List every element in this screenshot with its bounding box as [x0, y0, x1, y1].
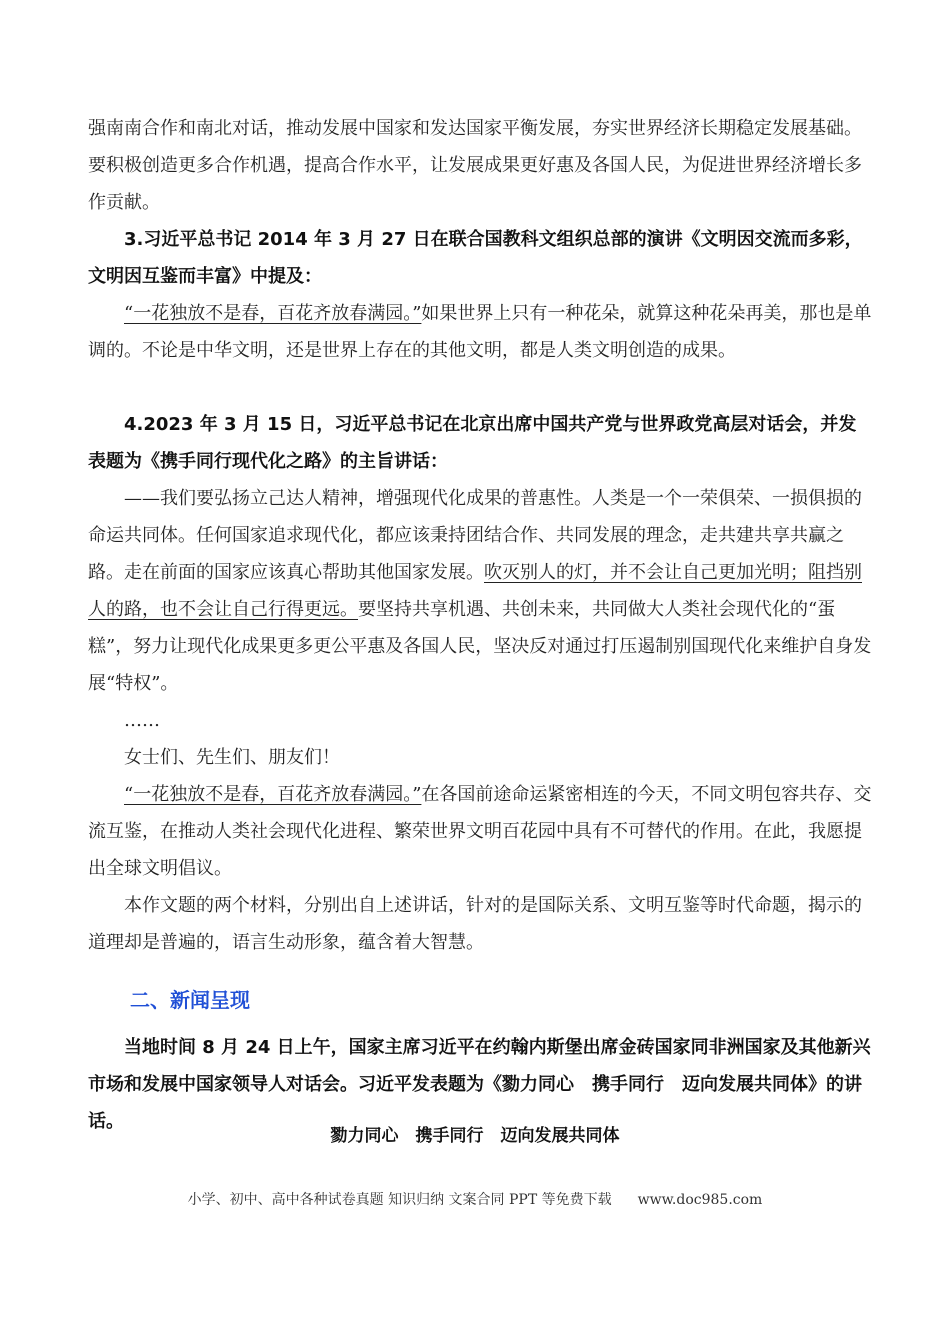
paragraph-continuation: 强南南合作和南北对话，推动发展中国家和发达国家平衡发展，夯实世界经济长期稳定发展基础。要积极创造更多合作机遇，提高合作水平，让发展成果更好惠及各国人民，为促进世界经济增长多作贡献。 [88, 118, 862, 213]
footer [0, 1189, 950, 1209]
footer-link[interactable]: www.doc985.com [637, 1192, 763, 1208]
item-3-quote-paragraph [88, 295, 874, 369]
item-3-heading: 3.习近平总书记 2014 年 3 月 27 日在联合国教科文组织总部的演讲《文明因交流而多彩，文明因互鉴而丰富》中提及： [88, 229, 863, 287]
speech-text-a: ——我们要弘扬立己达人精神，增强现代化成果的普惠性。人类是一个一荣俱荣、一损俱损的命运共同体。任何国家追求现代化，都应该秉持团结合作、共同发展的理念，走共建共享共赢之路。走在前面的国家应该真心帮助其他国家发展。 [88, 488, 862, 583]
footer-text: 小学、初中、高中各种试卷真题 知识归纳 文案合同 PPT 等免费下载 [187, 1192, 612, 1208]
speech-title: 勠力同心 携手同行 迈向发展共同体 [330, 1126, 620, 1146]
quote-explanation: 如果世界上只有一种花朵，就算这种花朵再美，那也是单调的。不论是中华文明，还是世界上存在的其他文明，都是人类文明创造的成果。 [88, 303, 872, 361]
quote-2-explanation: 在各国前途命运紧密相连的今天，不同文明包容共存、交流互鉴，在推动人类社会现代化进程、繁荣世界文明百花园中具有不可替代的作用。在此，我愿提出全球文明倡议。 [88, 784, 872, 879]
ellipsis: …… [124, 710, 160, 731]
item-4-speech-paragraph [88, 480, 874, 702]
underlined-sentence: 吹灭别人的灯，并不会让自己更加光明；阻挡别人的路，也不会让自己行得更远。 [88, 562, 862, 620]
speech-text-b: 要坚持共享机遇、共创未来，共同做大人类社会现代化的“蛋糕”，努力让现代化成果更多更公平惠及各国人民，坚决反对通过打压遏制别国现代化来维护自身发展“特权”。 [88, 599, 872, 694]
item-4-heading: 4.2023 年 3 月 15 日，习近平总书记在北京出席中国共产党与世界政党高层对话会，并发表题为《携手同行现代化之路》的主旨讲话： [88, 414, 857, 472]
section-heading: 二、新闻呈现 [130, 988, 250, 1012]
underlined-quote-2: “一花独放不是春，百花齐放春满园。” [124, 784, 422, 805]
underlined-quote: “一花独放不是春，百花齐放春满园。” [124, 303, 422, 324]
news-paragraph: 当地时间 8 月 24 日上午，国家主席习近平在约翰内斯堡出席金砖国家同非洲国家及其他新兴市场和发展中国家领导人对话会。习近平发表题为《勠力同心 携手同行 迈向发展共同体》的讲话。 [88, 1037, 871, 1132]
greeting: 女士们、先生们、朋友们！ [124, 747, 340, 768]
second-quote-paragraph [88, 776, 874, 887]
summary-paragraph: 本作文题的两个材料，分别出自上述讲话，针对的是国际关系、文明互鉴等时代命题，揭示的道理却是普遍的，语言生动形象，蕴含着大智慧。 [88, 895, 862, 953]
